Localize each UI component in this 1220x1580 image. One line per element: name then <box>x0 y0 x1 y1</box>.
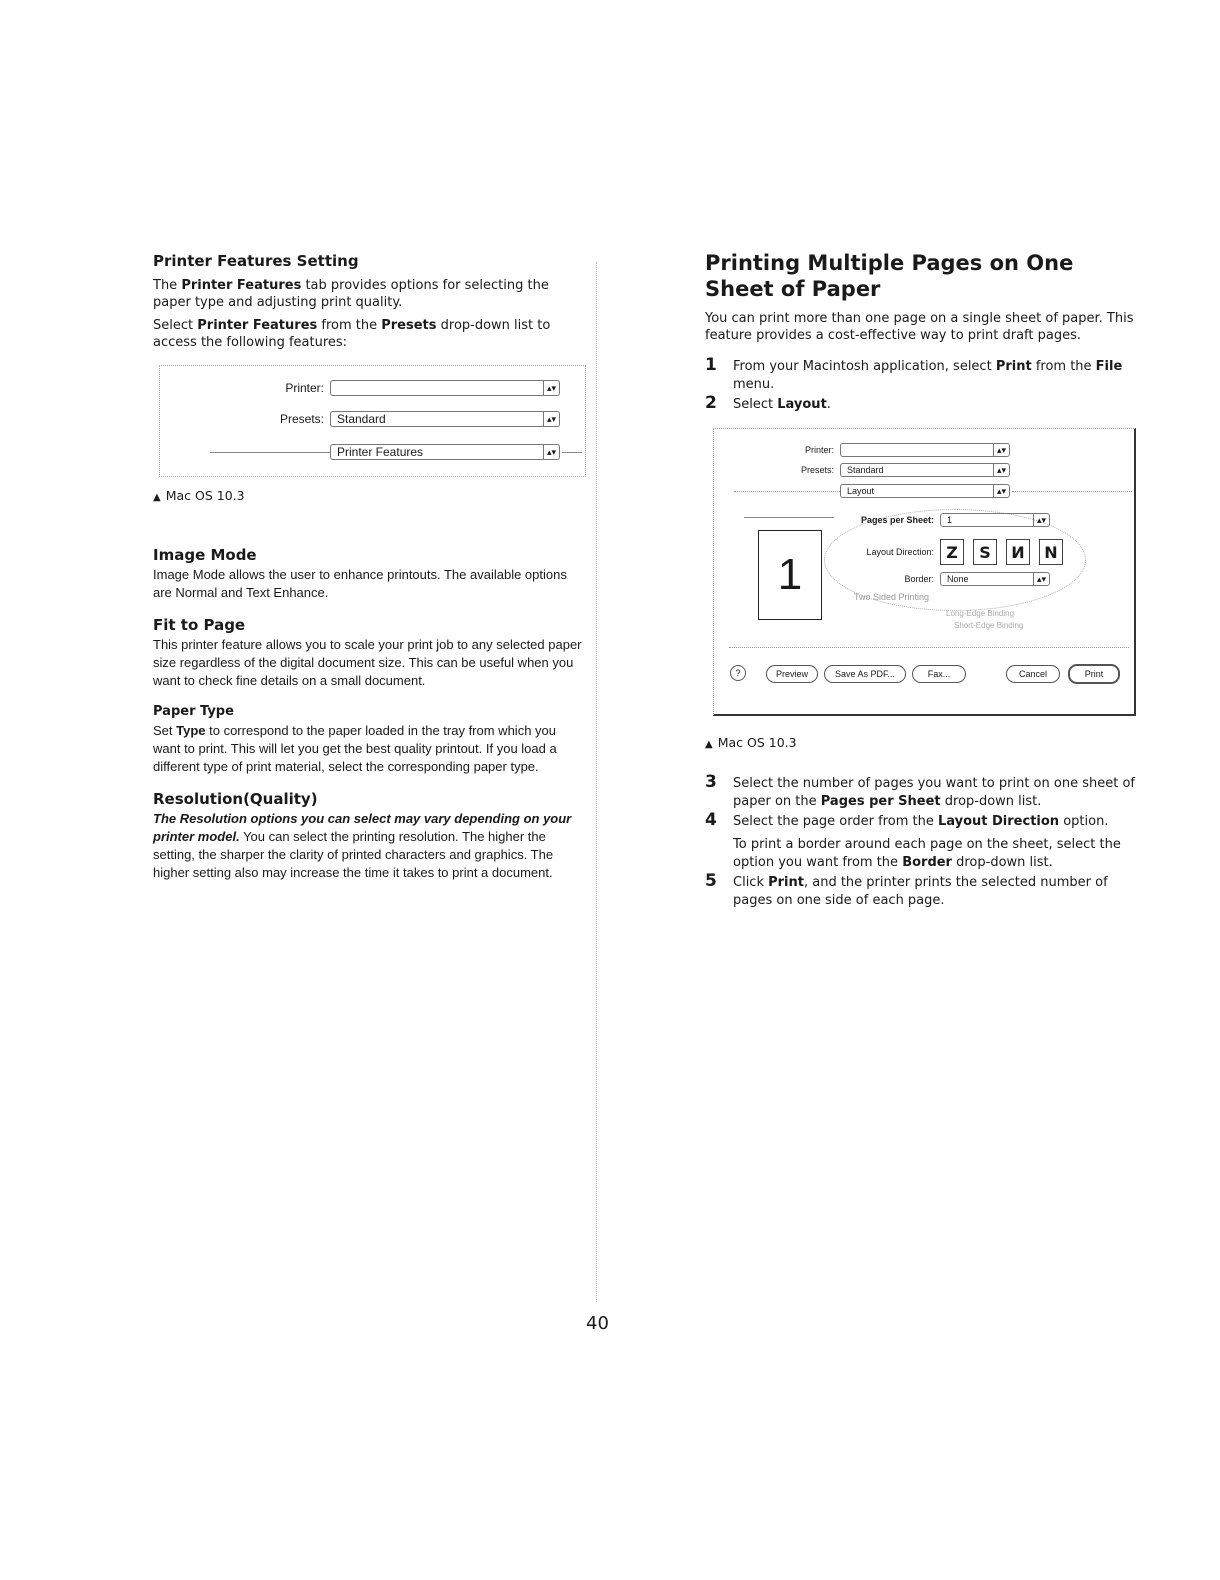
popup-arrows-icon: ▴▾ <box>543 412 559 426</box>
layout-dialog <box>713 428 1136 716</box>
step-item: 1 From your Macintosh application, select Print from the File menu. <box>705 355 1123 392</box>
right-column <box>705 250 1135 912</box>
fax-button[interactable]: Fax... <box>912 665 966 683</box>
layout-direction-label: Layout Direction: <box>866 547 934 557</box>
printer-features-dialog <box>159 365 586 477</box>
multiple-pages-intro: You can print more than one page on a single sheet of paper. This feature provides a cost-effective way to print draft pages. <box>705 311 1134 343</box>
popup-arrows-icon: ▴▾ <box>993 485 1009 497</box>
step-item: 3 Select the number of pages you want to print on one sheet of paper on the Pages per Sheet drop-down list. <box>705 772 1135 809</box>
direction-n-icon[interactable]: N <box>1039 539 1063 565</box>
printer-features-intro: The Printer Features tab provides options for selecting the paper type and adjusting print quality. <box>153 278 549 310</box>
pages-per-sheet-label: Pages per Sheet: <box>860 515 934 525</box>
paper-type-text: Set Type to correspond to the paper loaded in the tray from which you want to print. This will let you get the best quality printout. If you load a different type of print material, select the corresponding paper type. <box>153 723 557 774</box>
help-button[interactable]: ? <box>730 665 746 681</box>
triangle-icon: ▲ <box>153 492 161 503</box>
separator-line <box>562 452 582 453</box>
presets-label: Presets: <box>279 412 324 426</box>
direction-z-icon[interactable]: Z <box>940 539 964 565</box>
printer-label: Printer: <box>804 445 834 455</box>
left-column <box>153 252 583 888</box>
multiple-pages-heading: Printing Multiple Pages on One Sheet of Paper <box>705 251 1074 301</box>
direction-reverse-n-icon[interactable]: И <box>1006 539 1030 565</box>
panel-popup[interactable]: Printer Features ▴▾ <box>330 444 560 460</box>
layout-dialog-caption: ▲ Mac OS 10.3 <box>705 735 797 750</box>
printer-popup[interactable] <box>840 443 1010 457</box>
pages-per-sheet-popup[interactable]: 1 ▴▾ <box>940 513 1050 527</box>
printer-features-heading: Printer Features Setting <box>153 252 359 270</box>
step-subtext: To print a border around each page on the sheet, select the option you want from the Border drop-down list. <box>733 837 1121 870</box>
printer-features-select: Select Printer Features from the Presets drop-down list to access the following features: <box>153 318 551 350</box>
step-item: 4 Select the page order from the Layout Direction option. To print a border around each page on the sheet, select the option you want from the Border drop-down list. <box>705 813 1135 872</box>
cancel-button[interactable]: Cancel <box>1006 665 1060 683</box>
popup-arrows-icon: ▴▾ <box>993 464 1009 476</box>
direction-s-icon[interactable]: S <box>973 539 997 565</box>
popup-arrows-icon: ▴▾ <box>993 444 1009 456</box>
presets-label: Presets: <box>800 465 834 475</box>
separator-line <box>744 517 834 518</box>
popup-arrows-icon: ▴▾ <box>1033 514 1049 526</box>
save-as-pdf-button[interactable]: Save As PDF... <box>824 665 906 683</box>
presets-popup[interactable]: Standard ▴▾ <box>330 411 560 427</box>
popup-arrows-icon: ▴▾ <box>1033 573 1049 585</box>
popup-arrows-icon: ▴▾ <box>543 445 559 459</box>
steps-list-2 <box>705 772 1135 910</box>
paper-type-section <box>153 704 583 776</box>
print-button[interactable]: Print <box>1068 664 1120 684</box>
resolution-section <box>153 790 583 882</box>
two-sided-label: Two Sided Printing <box>854 592 930 602</box>
paper-type-heading: Paper Type <box>153 704 234 719</box>
image-mode-section <box>153 546 583 602</box>
image-mode-heading: Image Mode <box>153 546 257 564</box>
steps-list-1 <box>705 355 1135 414</box>
fit-to-page-heading: Fit to Page <box>153 616 246 634</box>
image-mode-text: Image Mode allows the user to enhance printouts. The available options are Normal and Text Enhance. <box>153 567 567 600</box>
page-preview: 1 <box>758 530 822 620</box>
short-edge-option: Short-Edge Binding <box>954 621 1024 630</box>
printer-popup[interactable] <box>330 380 560 396</box>
fit-to-page-section <box>153 616 583 690</box>
separator-line <box>729 647 1129 648</box>
page-number: 40 <box>586 1313 609 1334</box>
panel-popup[interactable]: Layout ▴▾ <box>840 484 1010 498</box>
separator-line <box>1012 491 1132 492</box>
separator-line <box>210 452 330 453</box>
preview-button[interactable]: Preview <box>766 665 818 683</box>
fit-to-page-text: This printer feature allows you to scale your print job to any selected paper size regardless of the digital document size. This can be useful when you want to check fine details on a small document. <box>153 637 582 688</box>
triangle-icon: ▲ <box>705 739 713 750</box>
popup-arrows-icon: ▴▾ <box>543 381 559 395</box>
long-edge-option: Long-Edge Binding <box>946 609 1015 618</box>
border-label: Border: <box>904 574 934 584</box>
presets-popup[interactable]: Standard ▴▾ <box>840 463 1010 477</box>
resolution-heading: Resolution(Quality) <box>153 790 318 808</box>
step-item: 5 Click Print, and the printer prints the selected number of pages on one side of each page. <box>705 871 1108 908</box>
step-item: 2 Select Layout. <box>705 393 831 413</box>
printer-label: Printer: <box>285 381 324 395</box>
dialog-caption: ▲ Mac OS 10.3 <box>153 488 245 503</box>
separator-line <box>734 491 840 492</box>
resolution-text: The Resolution options you can select may vary depending on your printer model. You can select the printing resolution. The higher the setting, the sharper the clarity of printed characters and graphics. The higher setting also may increase the time it takes to print a document. <box>153 811 572 880</box>
column-divider <box>596 262 597 1302</box>
border-popup[interactable]: None ▴▾ <box>940 572 1050 586</box>
